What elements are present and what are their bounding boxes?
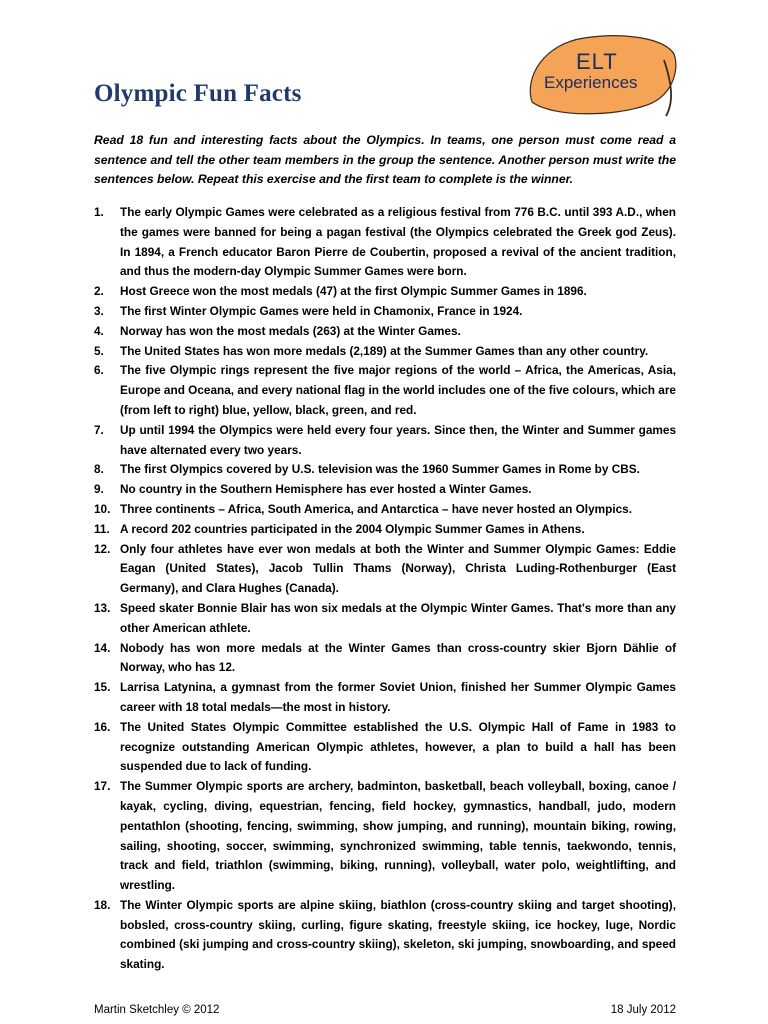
fact-number: 6. — [94, 363, 104, 378]
fact-text: The United States Olympic Committee established the U.S. Olympic Hall of Fame in 1983 to recognize outstanding American Olympic athletes, however, a plan to build a hall has been suspended due to lack of funding. — [120, 719, 676, 774]
fact-item — [94, 361, 676, 420]
fact-text: A record 202 countries participated in the 2004 Olympic Summer Games in Athens. — [120, 521, 585, 536]
fact-number: 10. — [94, 501, 111, 516]
facts-list — [94, 203, 676, 975]
fact-number: 2. — [94, 284, 104, 299]
fact-item — [94, 678, 676, 718]
fact-number: 17. — [94, 779, 111, 794]
fact-item — [94, 342, 676, 362]
fact-number: 4. — [94, 323, 104, 338]
fact-item — [94, 599, 676, 639]
fact-text: Speed skater Bonnie Blair has won six medals at the Olympic Winter Games. That's more than any other American athlete. — [120, 600, 676, 635]
page-title: Olympic Fun Facts — [94, 80, 302, 107]
fact-text: Norway has won the most medals (263) at the Winter Games. — [120, 323, 461, 338]
fact-text: The first Winter Olympic Games were held in Chamonix, France in 1924. — [120, 303, 523, 318]
fact-text: The United States has won more medals (2,189) at the Summer Games than any other country. — [120, 343, 649, 358]
footer-author: Martin Sketchley © 2012 — [94, 1004, 220, 1016]
fact-text: The Winter Olympic sports are alpine skiing, biathlon (cross-country skiing and target shooting), bobsled, cross-country skiing, curling, figure skating, freestyle skiing, ice hockey, luge, Nordic combined (ski jumping and cross-country skiing), skeleton, ski jumping, snowboarding, and speed skating. — [120, 897, 676, 972]
fact-item — [94, 718, 676, 777]
fact-item — [94, 460, 676, 480]
fact-number: 14. — [94, 640, 111, 655]
fact-text: Three continents – Africa, South America, and Antarctica – have never hosted an Olympics. — [120, 501, 633, 516]
logo-text-experiences: Experiences — [544, 73, 638, 92]
fact-item — [94, 302, 676, 322]
fact-number: 15. — [94, 680, 111, 695]
fact-number: 9. — [94, 482, 104, 497]
fact-text: The early Olympic Games were celebrated as a religious festival from 776 B.C. until 393 A.D., when the games were banned for being a pagan festival (the Olympics celebrated the Greek god Zeus). In 1894, a French educator Baron Pierre de Coubertin, proposed a revival of the ancient tradition, and thus the modern-day Olympic Summer Games were born. — [120, 205, 676, 279]
fact-item — [94, 421, 676, 461]
fact-text: No country in the Southern Hemisphere has ever hosted a Winter Games. — [120, 482, 532, 497]
fact-item — [94, 777, 676, 896]
fact-text: The five Olympic rings represent the five major regions of the world – Africa, the Americas, Asia, Europe and Oceana, and every national flag in the world includes one of the five colours, which are (from left to right) blue, yellow, black, green, and red. — [120, 363, 676, 417]
fact-number: 5. — [94, 343, 104, 358]
fact-item — [94, 322, 676, 342]
fact-item — [94, 896, 676, 975]
fact-number: 18. — [94, 897, 111, 912]
elt-experiences-logo — [514, 32, 680, 120]
fact-number: 8. — [94, 462, 104, 477]
fact-item — [94, 639, 676, 679]
fact-item — [94, 540, 676, 599]
logo-text-elt: ELT — [576, 49, 618, 74]
fact-number: 7. — [94, 422, 104, 437]
fact-text: Up until 1994 the Olympics were held every four years. Since then, the Winter and Summer games have alternated every two years. — [120, 422, 676, 457]
fact-number: 11. — [94, 521, 110, 536]
fact-item — [94, 480, 676, 500]
fact-text: Host Greece won the most medals (47) at the first Olympic Summer Games in 1896. — [120, 284, 587, 299]
fact-number: 3. — [94, 303, 104, 318]
fact-number: 12. — [94, 541, 111, 556]
fact-text: The Summer Olympic sports are archery, badminton, basketball, beach volleyball, boxing, canoe / kayak, cycling, diving, equestrian, fencing, field hockey, gymnastics, handball, judo, modern pentathlon (shooting, fencing, swimming, show jumping, and running), mountain biking, rowing, sailing, shooting, soccer, swimming, synchronized swimming, table tennis, taekwondo, tennis, track and field, triathlon (swimming, biking, running), volleyball, water polo, weightlifting, and wrestling. — [120, 779, 676, 893]
fact-number: 1. — [94, 205, 104, 219]
fact-number: 13. — [94, 600, 111, 615]
instructions-paragraph: Read 18 fun and interesting facts about the Olympics. In teams, one person must come read a sentence and tell the other team members in the group the sentence. Another person must write the sentences below. Repeat this exercise and the first team to complete is the winner. — [94, 133, 676, 187]
footer-date: 18 July 2012 — [610, 1004, 676, 1016]
fact-number: 16. — [94, 719, 111, 734]
fact-text: Nobody has won more medals at the Winter Games than cross-country skier Bjorn Dählie of Norway, who has 12. — [120, 640, 676, 675]
fact-text: The first Olympics covered by U.S. television was the 1960 Summer Games in Rome by CBS. — [120, 462, 640, 477]
fact-item — [94, 520, 676, 540]
fact-text: Larrisa Latynina, a gymnast from the former Soviet Union, finished her Summer Olympic Games career with 18 total medals—the most in history. — [120, 680, 676, 714]
fact-item — [94, 203, 676, 282]
fact-text: Only four athletes have ever won medals at both the Winter and Summer Olympic Games: Eddie Eagan (United States), Jacob Tullin Thams (Norway), Christa Luding-Rothenburger (East Germany), and Clara Hughes (Canada). — [120, 541, 676, 596]
fact-item — [94, 500, 676, 520]
fact-item — [94, 282, 676, 302]
